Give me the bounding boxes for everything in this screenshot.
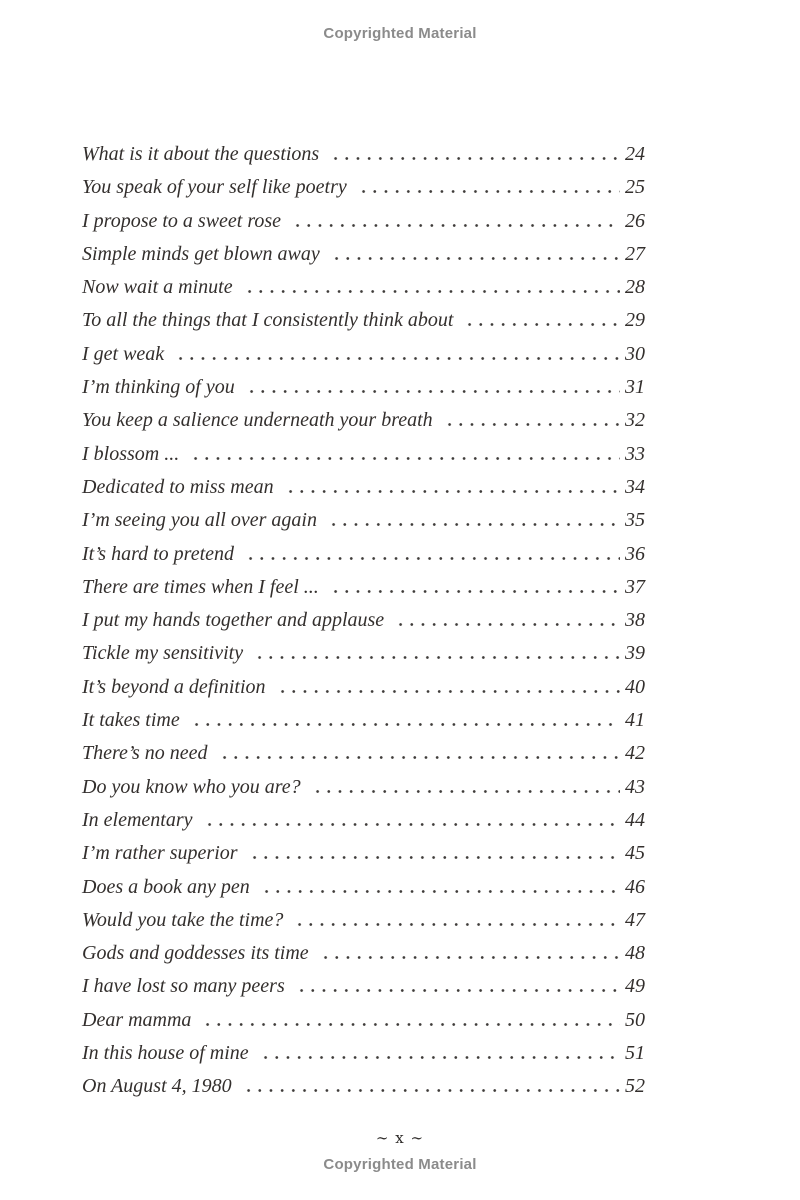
toc-entry-title: I get weak [82,342,165,365]
toc-entry-title: You speak of your self like poetry [82,176,347,199]
toc-entry [82,871,645,904]
dot-leader [328,157,620,160]
toc-entry-page-number: 48 [625,942,645,965]
toc-entry-title: In elementary [82,808,193,831]
page-folio: ∼ x ∼ [375,1129,425,1147]
dot-leader [462,323,620,326]
toc-entry-page-number: 37 [625,575,645,598]
toc-entry-title: Does a book any pen [82,875,250,898]
toc-entry-title: I’m rather superior [82,842,238,865]
dot-leader [217,756,620,759]
toc-entry-page-number: 43 [625,775,645,798]
dot-leader [310,790,620,793]
toc-entry-page-number: 34 [625,475,645,498]
toc-entry [82,471,645,504]
toc-entry-title: You keep a salience underneath your breath [82,409,433,432]
toc-entry [82,637,645,670]
dot-leader [442,423,620,426]
toc-entry [82,771,645,804]
dot-leader [247,856,620,859]
toc-entry-title: I put my hands together and applause [82,609,385,632]
dot-leader [294,989,620,992]
toc-entry-title: Dedicated to miss mean [82,475,274,498]
toc-entry-page-number: 29 [625,309,645,332]
toc-entry [82,804,645,837]
dot-leader [241,1089,620,1092]
table-of-contents [82,138,645,1104]
toc-entry-title: Now wait a minute [82,276,233,299]
toc-entry-page-number: 50 [625,1008,645,1031]
toc-entry [82,438,645,471]
dot-leader [259,890,620,893]
toc-entry-page-number: 39 [625,642,645,665]
toc-entry-page-number: 26 [625,209,645,232]
dot-leader [173,357,620,360]
toc-entry [82,304,645,337]
toc-entry-page-number: 47 [625,908,645,931]
toc-entry-title: I’m thinking of you [82,376,235,399]
toc-entry [82,704,645,737]
toc-entry-page-number: 45 [625,842,645,865]
toc-entry-title: There are times when I feel ... [82,575,319,598]
copyright-notice-bottom: Copyrighted Material [323,1156,477,1173]
toc-entry [82,138,645,171]
dot-leader [200,1023,620,1026]
toc-entry-title: It’s hard to pretend [82,542,235,565]
dot-leader [356,190,620,193]
toc-entry [82,1037,645,1070]
toc-entry-title: Simple minds get blown away [82,242,320,265]
toc-entry-title: Gods and goddesses its time [82,942,309,965]
dot-leader [202,823,620,826]
dot-leader [329,257,620,260]
toc-entry-page-number: 41 [625,709,645,732]
toc-entry [82,404,645,437]
toc-entry-title: I’m seeing you all over again [82,509,317,532]
toc-entry-title: It takes time [82,709,180,732]
toc-entry [82,271,645,304]
toc-entry-title: I blossom ... [82,442,180,465]
toc-entry-page-number: 25 [625,176,645,199]
dot-leader [188,457,620,460]
toc-entry-page-number: 40 [625,675,645,698]
toc-entry-title: Do you know who you are? [82,775,301,798]
dot-leader [290,224,620,227]
toc-entry-page-number: 49 [625,975,645,998]
toc-entry-page-number: 32 [625,409,645,432]
toc-entry-page-number: 38 [625,609,645,632]
toc-entry-title: I propose to a sweet rose [82,209,282,232]
toc-entry-page-number: 27 [625,242,645,265]
toc-entry-title: On August 4, 1980 [82,1075,232,1098]
toc-entry-page-number: 36 [625,542,645,565]
toc-entry-page-number: 42 [625,742,645,765]
toc-entry-title: Dear mamma [82,1008,192,1031]
toc-entry-page-number: 33 [625,442,645,465]
toc-entry [82,338,645,371]
toc-entry-page-number: 44 [625,808,645,831]
toc-entry-title: I have lost so many peers [82,975,285,998]
toc-entry [82,1070,645,1103]
dot-leader [326,523,620,526]
dot-leader [275,690,621,693]
dot-leader [252,656,620,659]
toc-entry [82,837,645,870]
toc-entry [82,371,645,404]
toc-entry-page-number: 46 [625,875,645,898]
dot-leader [292,923,620,926]
copyright-notice-top: Copyrighted Material [323,25,477,42]
dot-leader [189,723,620,726]
toc-entry [82,1004,645,1037]
dot-leader [258,1056,620,1059]
toc-entry [82,205,645,238]
toc-entry [82,904,645,937]
toc-entry-title: Would you take the time? [82,908,284,931]
toc-entry [82,504,645,537]
toc-entry [82,970,645,1003]
toc-entry-page-number: 31 [625,376,645,399]
toc-entry-page-number: 28 [625,276,645,299]
dot-leader [318,956,620,959]
toc-entry [82,171,645,204]
toc-entry-page-number: 35 [625,509,645,532]
toc-entry [82,737,645,770]
dot-leader [244,390,620,393]
dot-leader [393,623,620,626]
toc-entry-title: It’s beyond a definition [82,675,266,698]
toc-entry-title: There’s no need [82,742,208,765]
toc-entry [82,604,645,637]
toc-entry [82,671,645,704]
toc-entry-title: What is it about the questions [82,143,320,165]
toc-entry [82,937,645,970]
dot-leader [328,590,620,593]
dot-leader [283,490,620,493]
dot-leader [243,557,620,560]
toc-entry [82,571,645,604]
toc-entry-title: In this house of mine [82,1042,249,1065]
toc-entry-page-number: 51 [625,1042,645,1065]
toc-entry-page-number: 24 [625,143,645,165]
dot-leader [242,290,620,293]
toc-entry [82,538,645,571]
toc-entry-page-number: 52 [625,1075,645,1098]
toc-entry-page-number: 30 [625,342,645,365]
toc-entry-title: Tickle my sensitivity [82,642,244,665]
toc-entry-title: To all the things that I consistently think about [82,309,454,332]
toc-entry [82,238,645,271]
